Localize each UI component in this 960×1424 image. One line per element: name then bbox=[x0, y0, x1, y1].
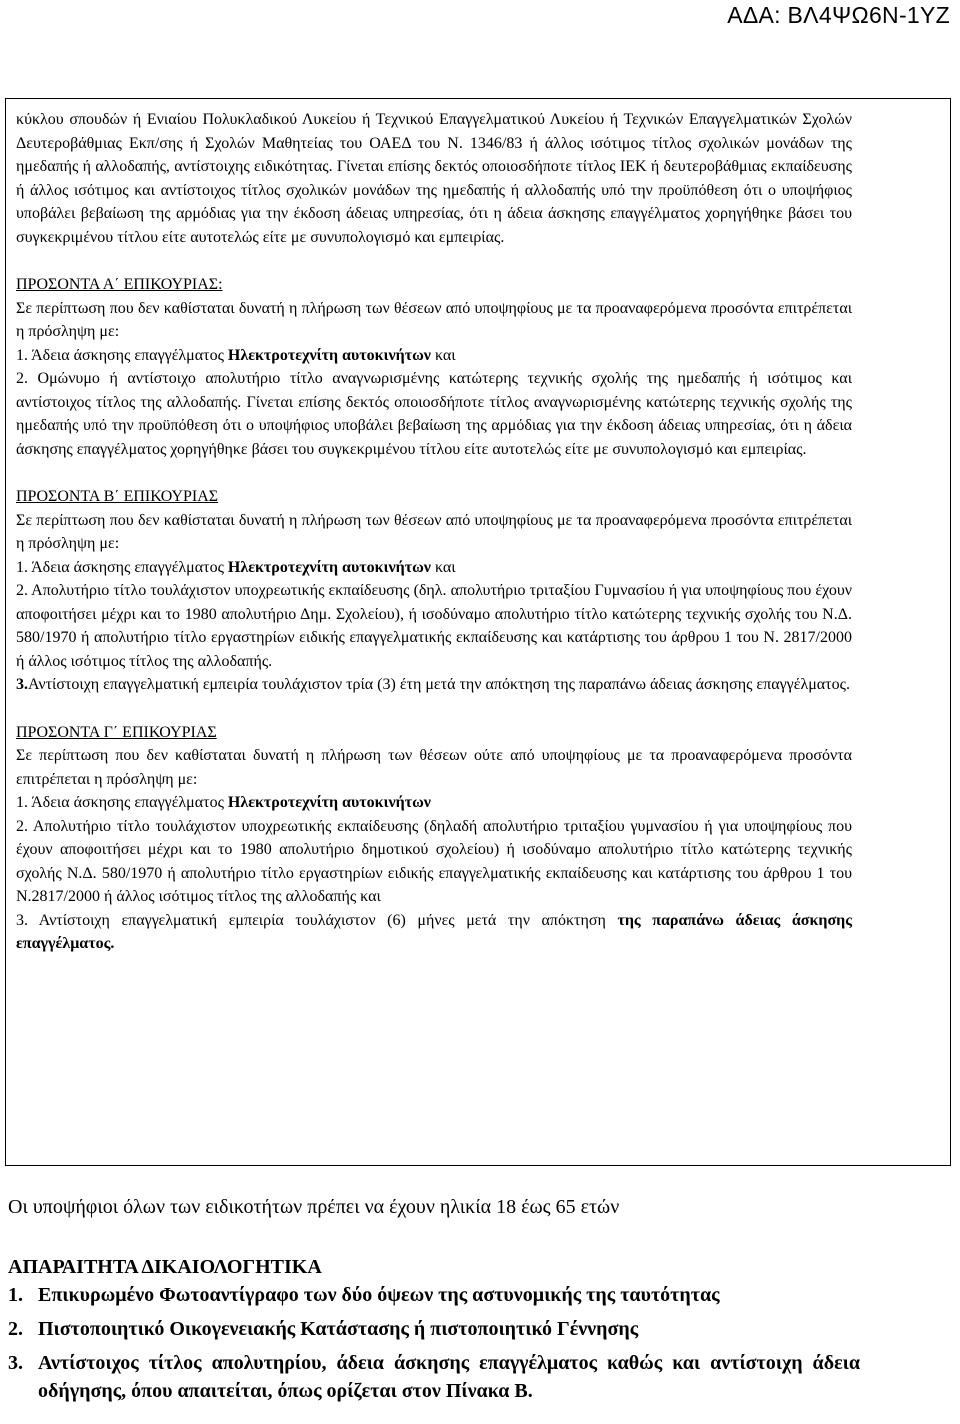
section-a-heading: ΠΡΟΣΟΝΤΑ Α΄ ΕΠΙΚΟΥΡΙΑΣ: bbox=[16, 276, 223, 293]
section-c-item1: 1. Άδεια άσκησης επαγγέλματος Ηλεκτροτεχνίτη αυτοκινήτων bbox=[16, 794, 431, 811]
section-b-item1: 1. Άδεια άσκησης επαγγέλματος Ηλεκτροτεχνίτη αυτοκινήτων και bbox=[16, 558, 456, 576]
section-b-heading: ΠΡΟΣΟΝΤΑ Β΄ ΕΠΙΚΟΥΡΙΑΣ bbox=[16, 488, 219, 505]
section-c-heading: ΠΡΟΣΟΝΤΑ Γ΄ ΕΠΙΚΟΥΡΙΑΣ bbox=[16, 723, 217, 741]
document-item-text: Αντίστοιχος τίτλος απολυτηρίου, άδεια άσκησης επαγγέλματος καθώς και αντίστοιχη άδεια οδήγησης, όπου απαιτείται, όπως ορίζεται στον Πίνακα Β. bbox=[38, 1352, 860, 1402]
document-item-text: Πιστοποιητικό Οικογενειακής Κατάστασης ή πιστοποιητικό Γέννησης bbox=[38, 1318, 639, 1340]
section-c-item3: 3. Αντίστοιχη επαγγελματική εμπειρία τουλάχιστον (6) μήνες μετά την απόκτηση της παραπάνω άδειας άσκησης επαγγέλματος. bbox=[16, 911, 852, 952]
section-b-item2: 2. Απολυτήριο τίτλο τουλάχιστον υποχρεωτικής εκπαίδευσης (δηλ. απολυτήριο τριταξίου Γυμνασίου ή για υποψηφίους που έχουν αποφοιτήσει μέχρι και το 1980 απολυτήριο Δημ. Σχολείου), ή ισοδύναμο απολυτήριο τίτλο κατώτερης τεχνικής σχολής του Ν.Δ. 580/1970 ή απολυτήριο τίτλο εργαστηρίων ειδικής επαγγελματικής εκπαίδευσης και κατάρτισης του άρθρου 1 του Ν. 2817/2000 ή άλλος ισότιμος τίτλος της αλλοδαπής. bbox=[16, 582, 852, 670]
section-a-item1: 1. Άδεια άσκησης επαγγέλματος Ηλεκτροτεχνίτη αυτοκινήτων και bbox=[16, 346, 456, 364]
document-item-text: Επικυρωμένο Φωτοαντίγραφο των δύο όψεων της αστυνομικής της ταυτότητας bbox=[38, 1284, 720, 1306]
ada-code: ΑΔΑ: ΒΛ4ΨΩ6Ν-1ΥΖ bbox=[727, 2, 950, 28]
section-c-item2: 2. Απολυτήριο τίτλο τουλάχιστον υποχρεωτικής εκπαίδευσης (δηλαδή απολυτήριο τριταξίου γυμνασίου ή για υποψηφίους που έχουν αποφοιτήσει μέχρι και το 1980 απολυτήριο δημοτικού σχολείου) ή ισοδύναμο απολυτήριο τίτλο κατώτερης τεχνικής σχολής Ν.Δ. 580/1970 ή απολυτήριο τίτλο εργαστηρίων ειδικής επαγγελματικής εκπαίδευσης και κατάρτισης του άρθρου 1 του Ν.2817/2000 ή άλλος ισότιμος τίτλος της αλλοδαπής και bbox=[16, 817, 852, 905]
document-item-number: 3. bbox=[8, 1352, 23, 1374]
document-item-number: 1. bbox=[8, 1284, 23, 1306]
age-requirement: Οι υποψήφιοι όλων των ειδικοτήτων πρέπει να έχουν ηλικία 18 έως 65 ετών bbox=[8, 1196, 620, 1218]
document-item bbox=[8, 1315, 860, 1343]
section-a-lead: Σε περίπτωση που δεν καθίσταται δυνατή η πλήρωση των θέσεων από υποψηφίους με τα προαναφερόμενα προσόντα επιτρέπεται η πρόσληψη με: bbox=[16, 299, 852, 340]
document-item bbox=[8, 1281, 860, 1309]
section-c-lead: Σε περίπτωση που δεν καθίσταται δυνατή η πλήρωση των θέσεων ούτε από υποψηφίους με τα προαναφερόμενα προσόντα επιτρέπεται η πρόσληψη με: bbox=[16, 747, 852, 788]
intro-paragraph: κύκλου σπουδών ή Ενιαίου Πολυκλαδικού Λυκείου ή Τεχνικού Επαγγελματικού Λυκείου ή Τεχνικών Επαγγελματικών Σχολών Δευτεροβάθμιας Εκπ/σης ή Σχολών Μαθητείας του ΟΑΕΔ του Ν. 1346/83 ή άλλος ισότιμος τίτλος σχολικών μονάδων της ημεδαπής ή αλλοδαπής, αντίστοιχης ειδικότητας. Γίνεται επίσης δεκτός οποιοσδήποτε τίτλος ΙΕΚ ή δευτεροβάθμιας εκπαίδευσης ή άλλος ισότιμος και αντίστοιχος τίτλος σχολικών μονάδων της ημεδαπής ή αλλοδαπής υπό την προϋπόθεση ότι ο υποψήφιος υποβάλει βεβαίωση της αρμόδιας για την έκδοση άδειας υπηρεσίας, ότι η άδεια άσκησης επαγγέλματος χορηγήθηκε βάσει του συγκεκριμένου τίτλου είτε αυτοτελώς είτε με συνυπολογισμό και εμπειρίας. bbox=[16, 111, 852, 246]
section-a-item2: 2. Ομώνυμο ή αντίστοιχο απολυτήριο τίτλο αναγνωρισμένης κατώτερης τεχνικής σχολής της ημεδαπής ή ισότιμος και αντίστοιχος τίτλος της αλλοδαπής. Γίνεται επίσης δεκτός οποιοσδήποτε τίτλος αναγνωρισμένης κατώτερης τεχνικής σχολής της ημεδαπής υπό την προϋπόθεση ότι ο υποψήφιος υποβάλει βεβαίωση της αρμόδιας για την έκδοση άδειας υπηρεσίας, ότι η άδεια άσκησης επαγγέλματος χορηγήθηκε βάσει του συγκεκριμένου τίτλου είτε αυτοτελώς είτε με συνυπολογισμό και εμπειρίας. bbox=[16, 370, 852, 458]
section-b-item3: 3.Αντίστοιχη επαγγελματική εμπειρία τουλάχιστον τρία (3) έτη μετά την απόκτηση της παραπάνω άδειας άσκησης επαγγέλματος. bbox=[16, 676, 850, 693]
required-documents bbox=[8, 1253, 860, 1405]
section-b-lead: Σε περίπτωση που δεν καθίσταται δυνατή η πλήρωση των θέσεων από υποψηφίους με τα προαναφερόμενα προσόντα επιτρέπεται η πρόσληψη με: bbox=[16, 511, 852, 552]
required-documents-title: ΑΠΑΡΑΙΤΗΤΑ ΔΙΚΑΙΟΛΟΓΗΤΙΚΑ bbox=[8, 1256, 322, 1278]
document-item bbox=[8, 1349, 860, 1405]
qualifications-content bbox=[16, 108, 852, 956]
document-item-number: 2. bbox=[8, 1318, 23, 1340]
